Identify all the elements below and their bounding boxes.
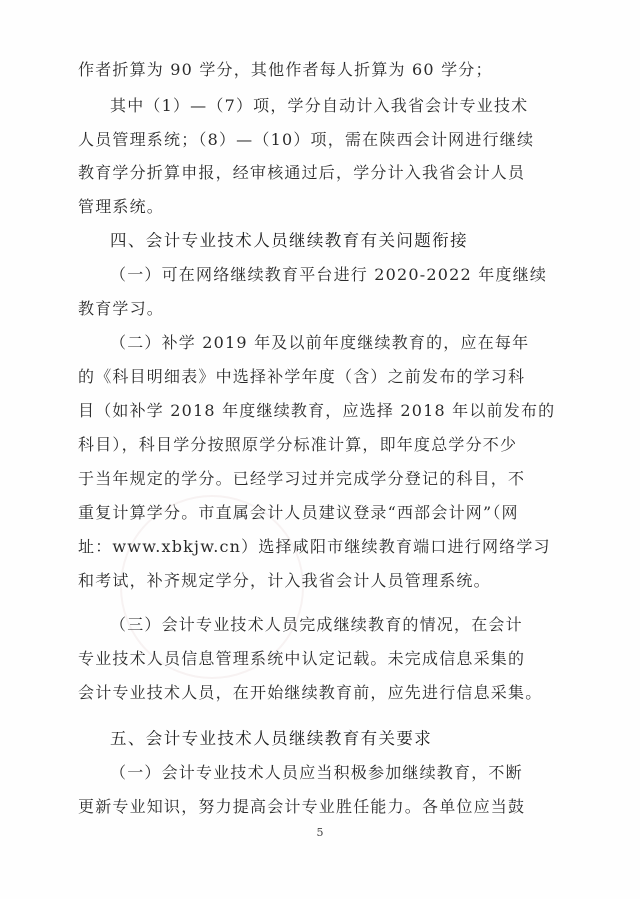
section-heading-5: 五、会计专业技术人员继续教育有关要求 bbox=[110, 729, 433, 748]
text-line-16: 和考试，补齐规定学分，计入我省会计人员管理系统。 bbox=[78, 571, 491, 590]
text-line-19: 会计专业技术人员，在开始继续教育前，应先进行信息采集。 bbox=[78, 683, 543, 702]
text-line-21: （一）会计专业技术人员应当积极参加继续教育，不断 bbox=[110, 763, 523, 782]
text-line-5: 管理系统。 bbox=[78, 197, 165, 216]
page-number: 5 bbox=[316, 826, 324, 839]
text-line-13: 于当年规定的学分。已经学习过并完成学分登记的科目，不 bbox=[78, 469, 526, 488]
text-line-14: 重复计算学分。市直属会计人员建议登录“西部会计网”（网 bbox=[78, 503, 519, 522]
text-line-3: 人员管理系统；（8）—（10）项，需在陕西会计网进行继续 bbox=[78, 130, 535, 149]
text-line-11: 目（如补学 2018 年度继续教育，应选择 2018 年以前发布的 bbox=[78, 401, 556, 420]
text-line-17: （三）会计专业技术人员完成继续教育的情况，在会计 bbox=[110, 615, 523, 634]
text-line-9: （二）补学 2019 年及以前年度继续教育的，应在每年 bbox=[110, 333, 530, 352]
text-line-4: 教育学分折算申报，经审核通过后，学分计入我省会计人员 bbox=[78, 163, 526, 182]
text-line-22: 更新专业知识，努力提高会计专业胜任能力。各单位应当鼓 bbox=[78, 797, 526, 816]
text-line-10: 的《科目明细表》中选择补学年度（含）之前发布的学习科 bbox=[78, 367, 526, 386]
text-line-12: 科目），科目学分按照原学分标准计算，即年度总学分不少 bbox=[78, 435, 518, 454]
text-line-7: （一）可在网络继续教育平台进行 2020-2022 年度继续 bbox=[110, 265, 548, 284]
text-line-2: 其中（1）—（7）项，学分自动计入我省会计专业技术 bbox=[110, 96, 529, 115]
text-line-8: 教育学习。 bbox=[78, 299, 165, 318]
section-heading-4: 四、会计专业技术人员继续教育有关问题衔接 bbox=[110, 231, 468, 250]
text-line-1: 作者折算为 90 学分，其他作者每人折算为 60 学分； bbox=[78, 60, 493, 79]
text-line-15: 址：www.xbkjw.cn）选择咸阳市继续教育端口进行网络学习 bbox=[78, 537, 551, 556]
text-line-18: 专业技术人员信息管理系统中认定记载。未完成信息采集的 bbox=[78, 649, 526, 668]
